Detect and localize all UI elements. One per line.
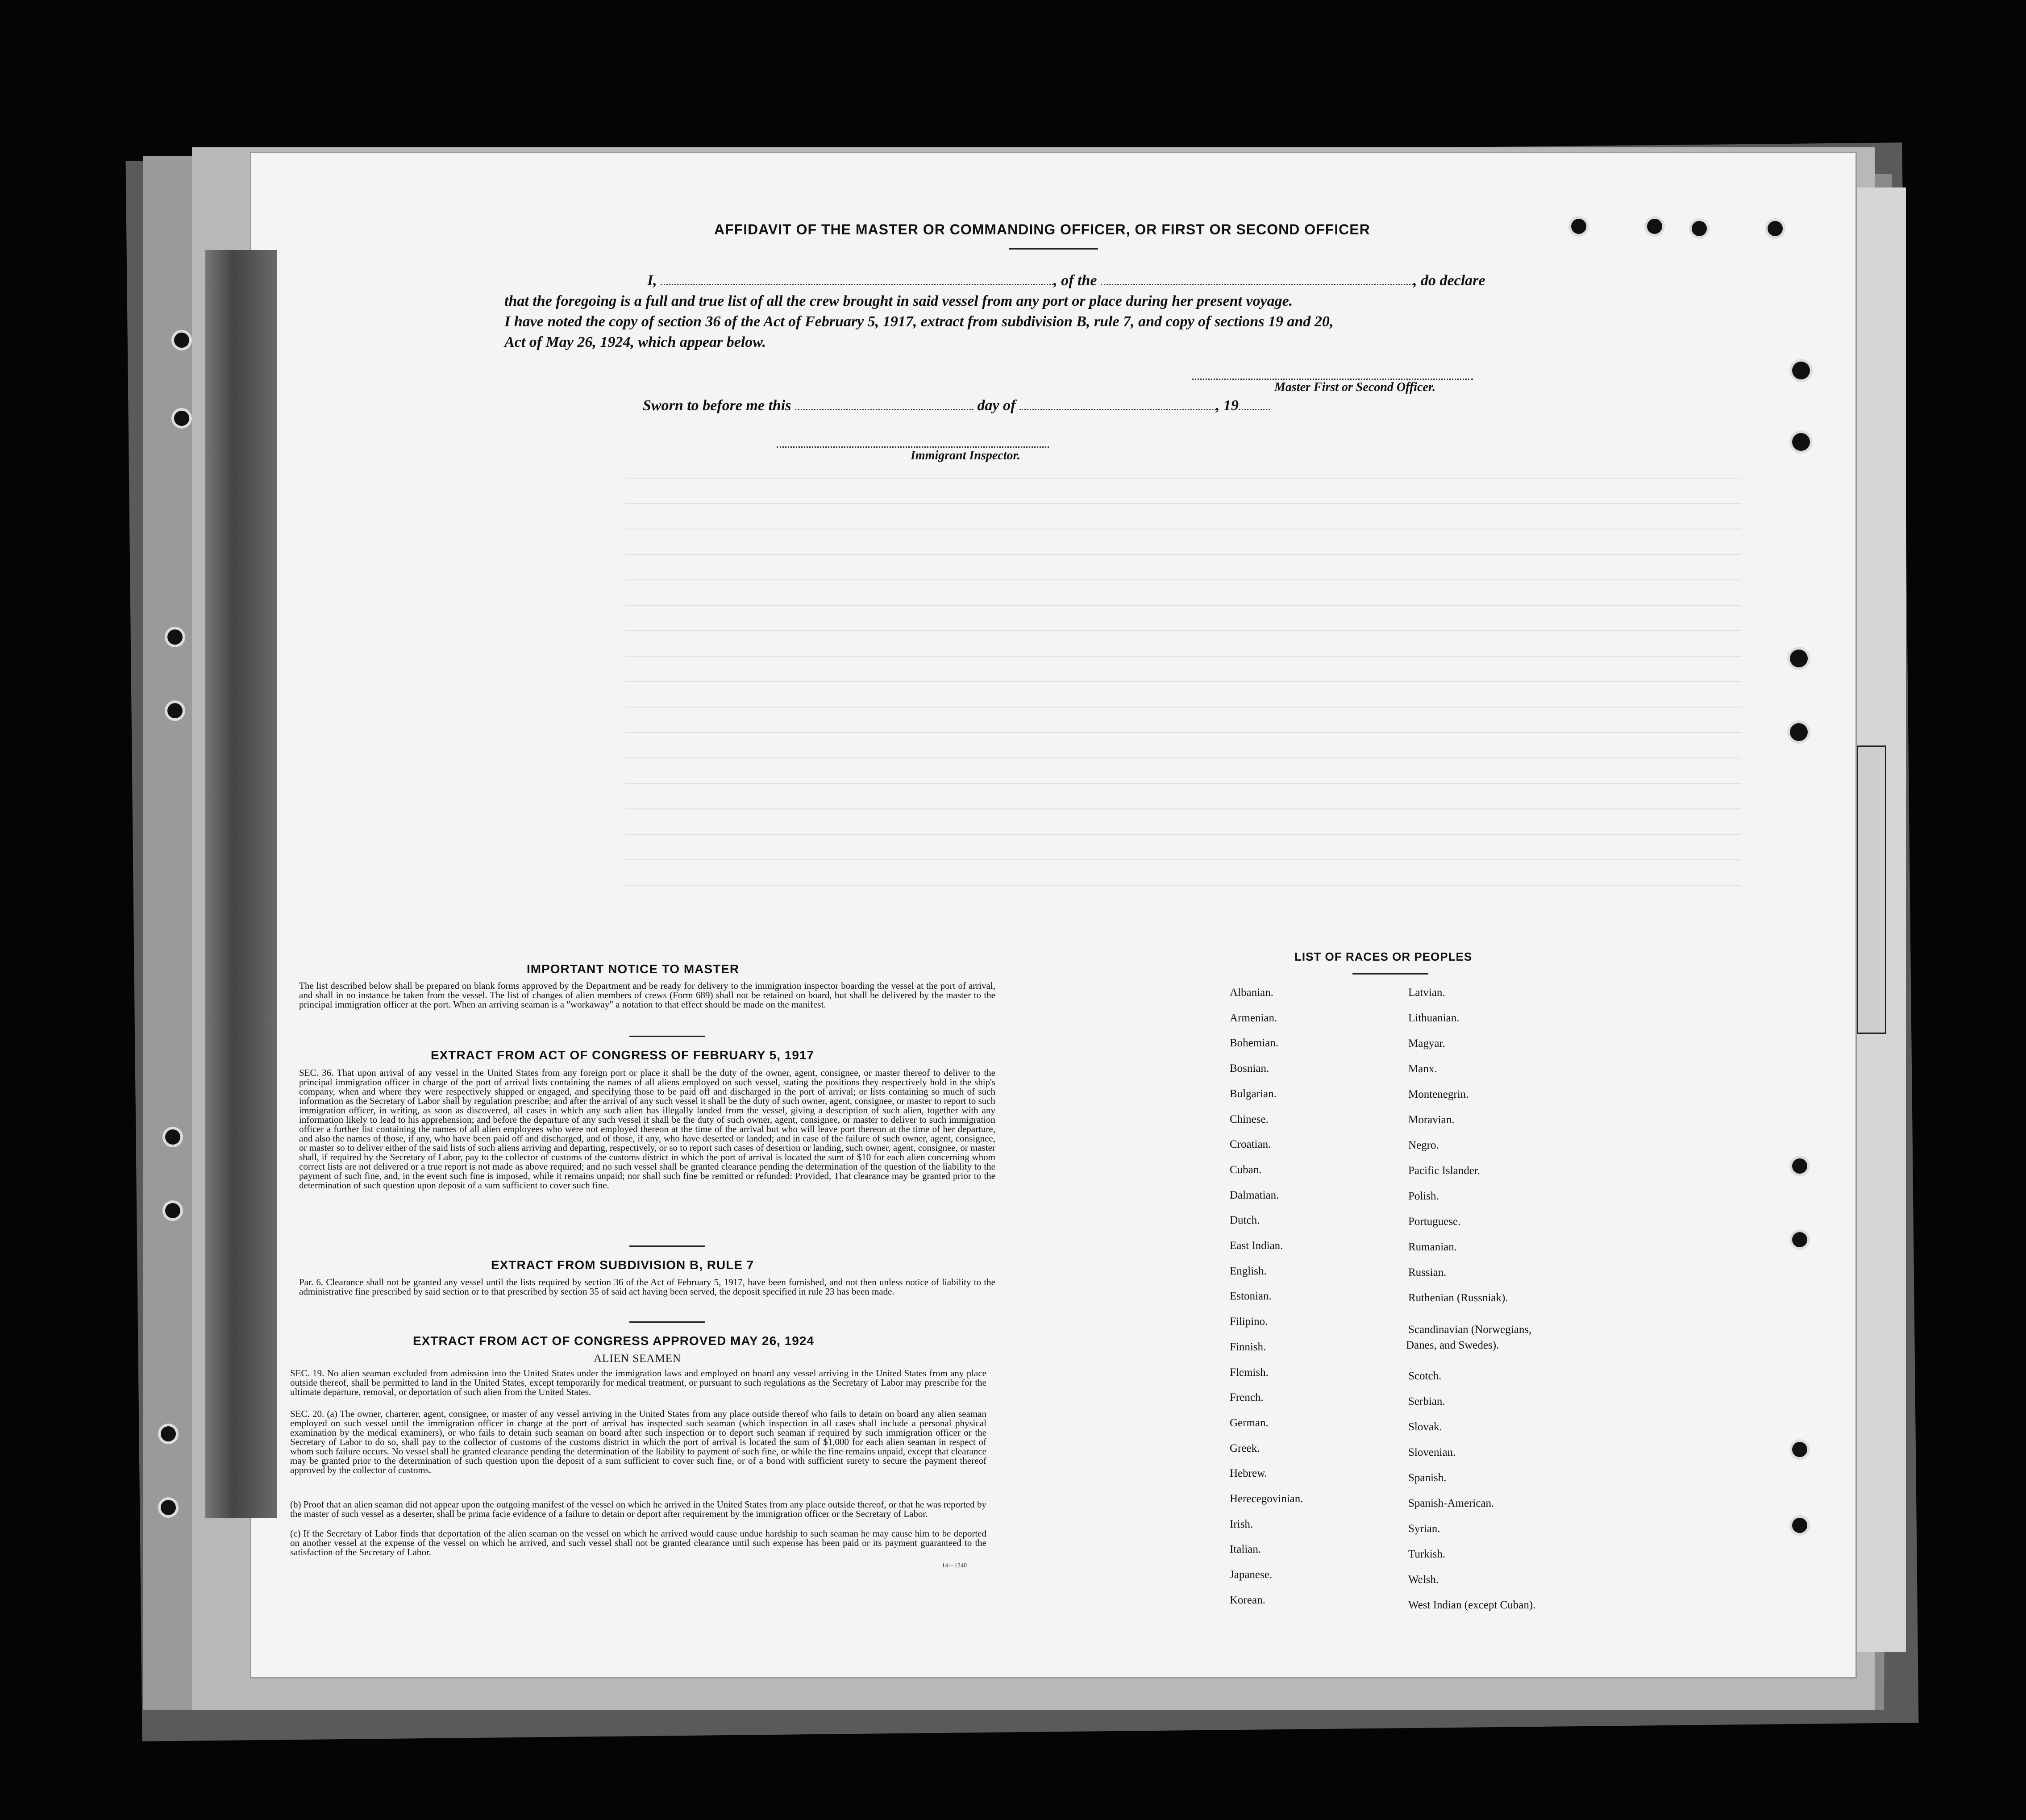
signature-line[interactable] bbox=[1192, 379, 1473, 380]
affidavit-title: AFFIDAVIT OF THE MASTER OR COMMANDING OFFICER, OR FIRST OR SECOND OFFICER bbox=[714, 221, 1370, 237]
section-rule bbox=[629, 1036, 705, 1037]
affidavit-line-3: I have noted the copy of section 36 of the Act of February 5, 1917, extract from subdivision B, rule 7, and copy of sections 19 and 20, bbox=[504, 313, 1334, 330]
race-item: Scotch. bbox=[1408, 1370, 1442, 1382]
race-item: Greek. bbox=[1230, 1442, 1260, 1454]
notice-body: The list described below shall be prepared on blank forms approved by the Department and be ready for delivery to the immigration inspector boarding the vessel at the port of arrival, and shall in no instance be taken from the vessel. The list of changes of alien members of crews (Form 689) shall not be retained on board, but shall be delivered by the master to the principal immigration officer at the port. When an arriving seaman is a "workaway" a notation to that effect should be made on the manifest. bbox=[299, 980, 995, 1010]
bleed-through-line bbox=[625, 834, 1741, 835]
bleed-through-line bbox=[625, 554, 1741, 555]
punch-hole-icon bbox=[1790, 723, 1808, 741]
year-label: , 19 bbox=[1215, 397, 1239, 414]
race-item: Turkish. bbox=[1408, 1548, 1446, 1560]
punch-hole-icon bbox=[1768, 221, 1783, 236]
bleed-through-line bbox=[625, 783, 1741, 784]
race-item: Chinese. bbox=[1230, 1113, 1269, 1125]
race-item: Dalmatian. bbox=[1230, 1189, 1279, 1201]
punch-hole-icon bbox=[1571, 219, 1586, 234]
alien-seamen-subtitle: ALIEN SEAMEN bbox=[594, 1353, 682, 1365]
race-item: Finnish. bbox=[1230, 1341, 1266, 1353]
race-item: Slovenian. bbox=[1408, 1446, 1456, 1458]
race-item: Rumanian. bbox=[1408, 1241, 1457, 1253]
day-blank[interactable] bbox=[795, 409, 973, 410]
sec-20b-body: (b) Proof that an alien seaman did not appear upon the outgoing manifest of the vessel on which he arrived in the United States from any place outside thereof, or that he was reported by the master of such vessel as a deserter, shall be prima facie evidence of a failure to detain or deport after requirement by the immigration officer or the Secretary of Labor. bbox=[290, 1499, 986, 1519]
punch-hole-icon bbox=[1792, 1518, 1807, 1533]
affidavit-line-2: that the foregoing is a full and true list of all the crew brought in said vessel from any port or place during her present voyage. bbox=[504, 293, 1293, 309]
bleed-through-line bbox=[625, 630, 1741, 631]
race-item: Korean. bbox=[1230, 1594, 1265, 1606]
extract-1924-title: EXTRACT FROM ACT OF CONGRESS APPROVED MAY 26, 1924 bbox=[413, 1334, 814, 1348]
punch-hole-icon bbox=[165, 1203, 180, 1218]
race-item: Cuban. bbox=[1230, 1163, 1262, 1176]
race-item: Negro. bbox=[1408, 1139, 1439, 1151]
race-item: Irish. bbox=[1230, 1518, 1253, 1530]
bleed-through-line bbox=[625, 808, 1741, 809]
signature-label: Master First or Second Officer. bbox=[1274, 380, 1436, 394]
race-item: West Indian (except Cuban). bbox=[1408, 1599, 1536, 1611]
punch-hole-icon bbox=[1792, 362, 1810, 379]
race-item: Bosnian. bbox=[1230, 1062, 1269, 1075]
race-item: Magyar. bbox=[1408, 1037, 1445, 1050]
race-item: Welsh. bbox=[1408, 1574, 1439, 1586]
bleed-through-line bbox=[625, 681, 1741, 682]
race-item: Pacific Islander. bbox=[1408, 1165, 1481, 1177]
race-item: Italian. bbox=[1230, 1543, 1261, 1556]
punch-hole-icon bbox=[174, 333, 189, 348]
bleed-through-line bbox=[625, 707, 1741, 708]
race-item: Ruthenian (Russniak). bbox=[1408, 1292, 1508, 1304]
rule-7-body: Par. 6. Clearance shall not be granted any vessel until the lists required by section 36 of the Act of February 5, 1917, have been furnished, and not then unless notice of liability to the administrative fine prescribed by said section or to that prescribed by section 35 of said act having been served, the deposit specified in rule 23 has been made. bbox=[299, 1277, 995, 1297]
race-item: Manx. bbox=[1408, 1063, 1437, 1075]
race-item: Armenian. bbox=[1230, 1012, 1277, 1024]
inspector-signature-line[interactable] bbox=[777, 446, 1049, 448]
race-item: Syrian. bbox=[1408, 1523, 1440, 1535]
race-item: German. bbox=[1230, 1416, 1269, 1429]
extract-1917-title: EXTRACT FROM ACT OF CONGRESS OF FEBRUARY 5, 1917 bbox=[431, 1048, 815, 1062]
race-item: English. bbox=[1230, 1265, 1267, 1277]
year-blank[interactable] bbox=[1239, 409, 1270, 410]
race-item: Flemish. bbox=[1230, 1366, 1269, 1379]
bleed-through-line bbox=[625, 732, 1741, 733]
inspector-label: Immigrant Inspector. bbox=[911, 449, 1020, 462]
sec-20a-body: SEC. 20. (a) The owner, charterer, agent, consignee, or master of any vessel arriving in the United States from any place outside thereof who fails to detain on board any alien seaman employed on such vessel until the immigration officer in charge at the port of arrival has inspected such seaman (which inspection in all cases shall include a personal physical examination by the medical examiners), or who fails to detain such seaman on board after such inspection or to deport such seaman if required by such immigration officer or the Secretary of Labor to do so, shall pay to the collector of customs of the customs district in which the port of arrival is located the sum of $1,000 for each alien seaman in respect of whom such failure occurs. No vessel shall be granted clearance pending the determination of the liability to payment of such fine, or while the fine remains unpaid, except that clearance may be granted prior to the determination of such question upon the deposit of a sum sufficient to cover such fine, or of a bond with sufficient surety to secure the payment thereof approved by the collector of customs. bbox=[290, 1408, 986, 1475]
sec-19-body: SEC. 19. No alien seaman excluded from admission into the United States under the immigration laws and employed on board any vessel arriving in the United States from any place outside thereof, shall be permitted to land in the United States, except temporarily for medical treatment, or pursuant to such regulations as the Secretary of Labor may prescribe for the ultimate departure, removal, or deportation of such alien from the United States. bbox=[290, 1368, 986, 1397]
race-item: Slovak. bbox=[1408, 1421, 1442, 1433]
race-item: Latvian. bbox=[1408, 987, 1445, 999]
of-the-label: , of the bbox=[1053, 272, 1097, 289]
punch-hole-icon bbox=[167, 629, 183, 645]
sworn-label: Sworn to before me this bbox=[643, 397, 791, 414]
bleed-through-line bbox=[625, 478, 1741, 479]
form-number: 14—1240 bbox=[942, 1562, 967, 1569]
section-rule bbox=[629, 1245, 705, 1247]
sec-20c-body: (c) If the Secretary of Labor finds that deportation of the alien seaman on the vessel on which he arrived would cause undue hardship to such seaman he may cause him to be deported on another vessel at the expense of the vessel on which he arrived, and such vessel shall not be granted clearance until such expense has been paid or its payment guaranteed to the satisfaction of the Secretary of Labor. bbox=[290, 1528, 986, 1558]
punch-hole-icon bbox=[1790, 650, 1808, 667]
punch-hole-icon bbox=[167, 703, 183, 718]
bleed-through-line bbox=[625, 605, 1741, 606]
name-blank[interactable] bbox=[661, 284, 1053, 285]
race-item: Montenegrin. bbox=[1408, 1088, 1469, 1100]
race-item: Portuguese. bbox=[1408, 1216, 1461, 1228]
race-item: Spanish-American. bbox=[1408, 1497, 1494, 1509]
race-item: East Indian. bbox=[1230, 1240, 1283, 1252]
page-fold-shadow bbox=[205, 250, 277, 1518]
races-title: LIST OF RACES OR PEOPLES bbox=[1294, 950, 1473, 963]
race-item: Dutch. bbox=[1230, 1214, 1260, 1227]
race-item: Croatian. bbox=[1230, 1138, 1271, 1151]
race-item: Albanian. bbox=[1230, 987, 1273, 999]
race-item: Lithuanian. bbox=[1408, 1012, 1460, 1024]
affidavit-line-4: Act of May 26, 1924, which appear below. bbox=[504, 334, 766, 350]
bleed-through-line bbox=[625, 656, 1741, 657]
title-rule bbox=[1009, 248, 1098, 250]
race-item: Serbian. bbox=[1408, 1395, 1445, 1408]
declare-i: I, bbox=[647, 272, 657, 289]
race-item: Scandinavian (Norwegians, bbox=[1408, 1324, 1532, 1336]
race-item: Bohemian. bbox=[1230, 1037, 1279, 1050]
bleed-through-line bbox=[625, 859, 1741, 860]
month-blank[interactable] bbox=[1019, 409, 1216, 410]
bleed-through-line bbox=[625, 579, 1741, 580]
rule-7-title: EXTRACT FROM SUBDIVISION B, RULE 7 bbox=[491, 1258, 754, 1272]
punch-hole-icon bbox=[161, 1500, 176, 1515]
race-item: Herecegovinian. bbox=[1230, 1493, 1303, 1505]
race-item: Estonian. bbox=[1230, 1290, 1272, 1303]
punch-hole-icon bbox=[174, 411, 189, 426]
section-rule bbox=[1352, 973, 1428, 975]
punch-hole-icon bbox=[1692, 221, 1707, 236]
race-item: Spanish. bbox=[1408, 1472, 1447, 1484]
punch-hole-icon bbox=[165, 1129, 180, 1145]
race-item: French. bbox=[1230, 1391, 1264, 1404]
day-of-label: day of bbox=[977, 397, 1016, 414]
bleed-through-line bbox=[625, 503, 1741, 504]
punch-hole-icon bbox=[1647, 219, 1662, 234]
race-item: Bulgarian. bbox=[1230, 1087, 1277, 1100]
affidavit-line-1 bbox=[647, 272, 1485, 289]
race-item: Filipino. bbox=[1230, 1316, 1268, 1328]
do-declare-label: , do declare bbox=[1413, 272, 1485, 289]
punch-hole-icon bbox=[161, 1426, 176, 1441]
extract-1917-body: SEC. 36. That upon arrival of any vessel in the United States from any foreign port or place it shall be the duty of the owner, agent, consignee, or master thereof to deliver to the principal immigration officer in charge of the port of arrival lists containing the names of all aliens employed on such vessel, stating the positions they respectively hold in the ship's company, when and where they were respectively shipped or engaged, and specifying those to be paid off and discharged in the port of arrival; or lists containing so much of such information as the Secretary of Labor shall by regulation prescribe; and after the arrival of any such vessel it shall be the duty of such owner, agent, consignee, or master to report to such immigration officer, in writing, as soon as discovered, all cases in which any such alien has illegally landed from the vessel, giving a description of such alien, together with any information likely to lead to his apprehension; and before the departure of any such vessel it shall be the duty of such owner, agent, consignee, or master to deliver to such immigration officer a further list containing the names of all alien employees who were not employed thereon at the time of the arrival but who will leave port thereon at the time of her departure, and also the names of those, if any, who have been paid off and discharged, and of those, if any, who have deserted or landed; and in case of the failure of such owner, agent, consignee, or master so to deliver either of the said lists of such aliens arriving and departing, respectively, or so to report such cases of desertion or landing, such owner, agent, consignee, or master shall, if required by the Secretary of Labor, pay to the collector of customs of the customs district in which the port of arrival is located the sum of $10 for each alien concerning whom correct lists are not delivered or a true report is not made as above required; and no such vessel shall be granted clearance pending the determination of the question of the liability to the payment of such fine, and, in the event such fine is imposed, while it remains unpaid; nor shall such fine be remitted or refunded: Provided, That clearance may be granted prior to the determination of such question upon deposit of a sum sufficient to cover such fine. bbox=[299, 1067, 995, 1191]
bleed-through-line bbox=[625, 885, 1741, 886]
side-tab bbox=[1857, 745, 1886, 1034]
race-item: Hebrew. bbox=[1230, 1467, 1267, 1480]
race-item: Moravian. bbox=[1408, 1114, 1455, 1126]
notice-title: IMPORTANT NOTICE TO MASTER bbox=[527, 962, 740, 976]
punch-hole-icon bbox=[1792, 1232, 1807, 1247]
punch-hole-icon bbox=[1792, 1442, 1807, 1457]
race-item: Japanese. bbox=[1230, 1569, 1273, 1581]
race-item: Polish. bbox=[1408, 1190, 1439, 1202]
vessel-blank[interactable] bbox=[1101, 284, 1413, 285]
punch-hole-icon bbox=[1792, 433, 1810, 451]
punch-hole-icon bbox=[1792, 1158, 1807, 1174]
sworn-line bbox=[643, 397, 1270, 414]
race-item: Russian. bbox=[1408, 1266, 1447, 1279]
race-item: Danes, and Swedes). bbox=[1406, 1339, 1499, 1351]
section-rule bbox=[629, 1321, 705, 1323]
